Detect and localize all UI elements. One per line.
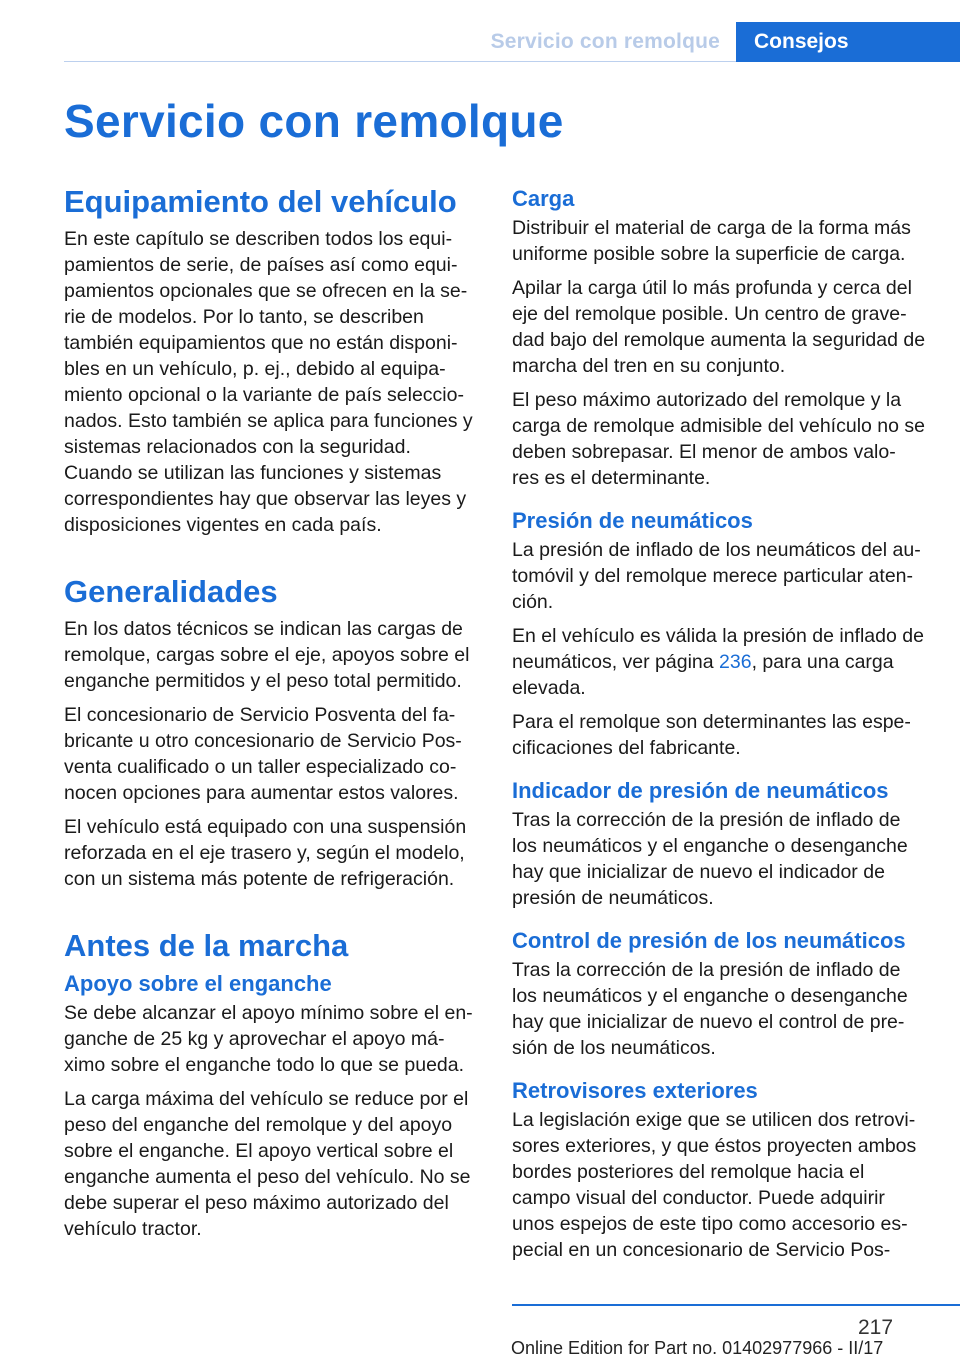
subheading-control: Control de presión de los neumáticos xyxy=(512,928,906,953)
subheading-apoyo: Apoyo sobre el enganche xyxy=(64,971,332,996)
paragraph: Cuando se utilizan las funciones y sistemas correspondientes hay que observar las leyes y disposiciones vigentes en cada país. xyxy=(64,462,467,536)
paragraph: La carga máxima del vehículo se reduce por el peso del enganche del remolque y del apoyo sobre el enganche. El apoyo vertical sobre el enganche aumenta el peso del vehículo. No se debe superar el peso máximo autorizado del vehículo tractor. xyxy=(64,1088,471,1240)
paragraph: Se debe alcanzar el apoyo mínimo sobre el en‐ ganche de 25 kg y aprovechar el apoyo má‐ ximo sobre el enganche todo lo que se pueda. xyxy=(64,1002,473,1076)
page-number: 217 xyxy=(858,1316,894,1339)
paragraph: En este capítulo se describen todos los equi‐ pamientos de serie, de países así como equi‐ pamientos opcionales que se ofrecen en la se‐ rie de modelos. Por lo tanto, se describen también equipamientos que no están disponi‐ bles en un vehículo, p. ej., debido al equipa‐ miento opcional o la variante de país seleccio‐ nados. Esto también se aplica para funciones y sistemas relacionados con la seguridad. xyxy=(64,228,473,458)
right-column xyxy=(512,185,928,1271)
heading-generalidades: Generalidades xyxy=(64,574,278,609)
paragraph: La presión de inflado de los neumáticos del au‐ tomóvil y del remolque merece particular aten‐ ción. xyxy=(512,539,921,613)
edition-note: Online Edition for Part no. 01402977966 - II/17 xyxy=(511,1338,884,1358)
paragraph: Apilar la carga útil lo más profunda y cerca del eje del remolque posible. Un centro de grave‐ dad bajo del remolque aumenta la seguridad de marcha del tren en su conjunto. xyxy=(512,277,926,377)
paragraph: El peso máximo autorizado del remolque y la carga de remolque admisible del vehículo no se deben sobrepasar. El menor de ambos valo‐ res es el determinante. xyxy=(512,389,925,489)
page-reference-link[interactable]: 236 xyxy=(719,651,752,673)
heading-equipamiento: Equipamiento del vehículo xyxy=(64,184,457,219)
paragraph: Distribuir el material de carga de la forma más uniforme posible sobre la superficie de carga. xyxy=(512,217,911,265)
paragraph: El vehículo está equipado con una suspensión reforzada en el eje trasero y, según el modelo, con un sistema más potente de refrigeración. xyxy=(64,816,467,890)
left-column xyxy=(64,182,478,1250)
heading-antes-de-la-marcha: Antes de la marcha xyxy=(64,928,349,963)
subheading-presion: Presión de neumáticos xyxy=(512,508,753,533)
footer-rule xyxy=(512,1304,960,1306)
header-chapter-tab: Consejos xyxy=(736,22,960,62)
paragraph: Tras la corrección de la presión de inflado de los neumáticos y el enganche o desenganche hay que inicializar de nuevo el indicador de presión de neumáticos. xyxy=(512,809,908,909)
paragraph: Tras la corrección de la presión de inflado de los neumáticos y el enganche o desenganche hay que inicializar de nuevo el control de pre‐ sión de los neumáticos. xyxy=(512,959,908,1059)
subheading-retrovisores: Retrovisores exteriores xyxy=(512,1078,758,1103)
subheading-indicador: Indicador de presión de neumáticos xyxy=(512,778,889,803)
subheading-carga: Carga xyxy=(512,186,575,211)
paragraph: El concesionario de Servicio Posventa del fa‐ bricante u otro concesionario de Servicio Pos‐ venta cualificado o un taller especializado co‐ nocen opciones para aumentar estos valores. xyxy=(64,704,462,804)
header-section-title: Servicio con remolque xyxy=(490,30,720,53)
paragraph-text: En el vehículo es válida la presión de inflado de neumáticos, ver página xyxy=(512,625,924,673)
paragraph: La legislación exige que se utilicen dos retrovi‐ sores exteriores, y que éstos proyecten ambos bordes posteriores del remolque hacia el campo visual del conductor. Puede adquirir unos espejos de este tipo como accesorio es‐ pecial en un concesionario de Servicio Pos‐ xyxy=(512,1109,917,1261)
paragraph-with-link xyxy=(512,623,928,701)
paragraph: Para el remolque son determinantes las espe‐ cificaciones del fabricante. xyxy=(512,711,911,759)
paragraph: En los datos técnicos se indican las cargas de remolque, cargas sobre el eje, apoyos sobre el enganche permitidos y el peso total permitido. xyxy=(64,618,470,692)
paragraph-text: , para una carga elevada. xyxy=(512,651,894,699)
page-title: Servicio con remolque xyxy=(64,95,564,147)
